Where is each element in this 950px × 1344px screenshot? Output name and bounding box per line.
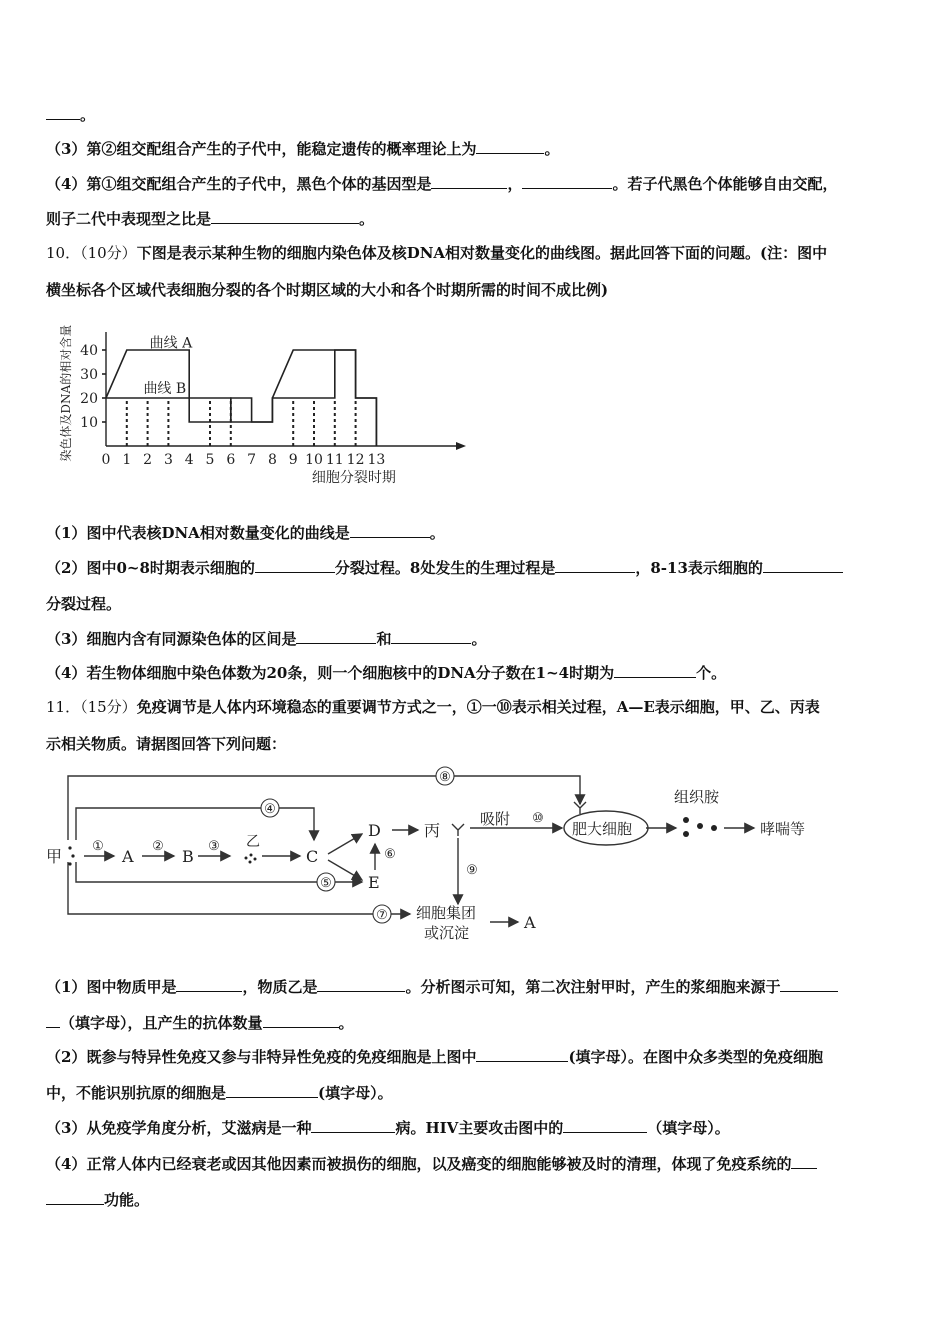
q11-part2-cont: 中，不能识别抗原的细胞是 (填字母）。 [46, 1084, 393, 1102]
answer-blank[interactable] [563, 1117, 647, 1133]
x-tick-label: 7 [247, 452, 257, 468]
label-8: ⑧ [439, 770, 451, 785]
x-tick-label: 5 [205, 452, 215, 468]
q10-stem: 10．（10分）下图是表示某种生物的细胞内染色体及核DNA相对数量变化的曲线图。据此回答下面的问题。(注：图中 [46, 244, 828, 262]
q10-part4: （4）若生物体细胞中染色体数为20条，则一个细胞核中的DNA分子数在1~4时期为 个。 [46, 664, 727, 682]
x-tick-label: 13 [367, 452, 386, 468]
label-1: ① [92, 839, 104, 854]
answer-blank[interactable] [311, 1117, 395, 1133]
q11-part4-cont: 功能。 [46, 1189, 908, 1210]
arrow-7 [68, 862, 410, 914]
node-yi: 乙 [246, 834, 260, 850]
answer-blank[interactable] [226, 1082, 318, 1098]
answer-blank[interactable] [211, 208, 359, 224]
x-tick-label: 9 [288, 452, 298, 468]
node-bing: 丙 [424, 821, 441, 840]
label-sediment: 或沉淀 [424, 924, 470, 942]
answer-blank[interactable] [476, 138, 544, 154]
dna-chromosome-chart [50, 318, 470, 494]
q11-part1: （1）图中物质甲是 ，物质乙是 。分析图示可知，第二次注射甲时，产生的浆细胞来源于 [46, 976, 908, 997]
answer-blank[interactable] [476, 1046, 568, 1062]
answer-blank[interactable] [350, 522, 430, 538]
answer-blank[interactable] [255, 557, 335, 573]
q10-part2-cont: 分裂过程。 [46, 595, 122, 613]
q11-stem: 11．（15分）免疫调节是人体内环境稳态的重要调节方式之一，①一⑩表示相关过程，A—E表示细胞，甲、乙、丙表 [46, 698, 820, 716]
answer-blank[interactable] [791, 1153, 817, 1169]
q11-part4: （4）正常人体内已经衰老或因其他因素而被损伤的细胞，以及癌变的细胞能够被及时的清理，体现了免疫系统的 [46, 1153, 908, 1174]
label-3: ③ [208, 839, 220, 854]
label-2: ② [152, 839, 164, 854]
x-tick-label: 1 [122, 452, 132, 468]
label-5: ⑤ [320, 876, 332, 891]
x-tick-label: 6 [226, 452, 236, 468]
antibody-icon [452, 824, 464, 836]
node-mast-cell: 肥大细胞 [572, 820, 633, 838]
q11-stem-cont: 示相关物质。请据图回答下列问题： [46, 735, 287, 753]
node-jia: 甲 [46, 847, 63, 866]
label-10: ⑩ [532, 811, 544, 826]
series-label-a: 曲线 A [149, 335, 193, 352]
series-label-b: 曲线 B [143, 381, 187, 398]
y-axis-label: 染色体及DNA的相对含量 [59, 324, 73, 462]
label-adsorb: 吸附 [480, 810, 511, 828]
x-tick-label: 0 [101, 452, 111, 468]
q11-part1-cont: （填字母），且产生的抗体数量 。 [46, 1012, 908, 1033]
answer-blank[interactable] [46, 1189, 104, 1205]
y-tick-label: 10 [80, 415, 98, 431]
node-e: E [368, 873, 380, 892]
arrow-c-d [328, 834, 362, 854]
node-a2: A [524, 913, 536, 932]
answer-blank[interactable] [614, 662, 696, 678]
answer-blank[interactable] [263, 1012, 339, 1028]
label-6: ⑥ [384, 847, 396, 862]
arrow-4 [76, 808, 314, 840]
x-axis-arrow [456, 442, 466, 450]
answer-blank[interactable] [780, 976, 838, 992]
label-histamine: 组织胺 [674, 788, 720, 806]
x-axis-label: 细胞分裂时期 [311, 470, 396, 486]
series-curve-b [106, 350, 376, 446]
answer-blank[interactable] [391, 628, 471, 644]
q10-part3: （3）细胞内含有同源染色体的区间是 和 。 [46, 630, 487, 648]
label-cluster: 细胞集团 [416, 904, 477, 922]
x-tick-label: 12 [346, 452, 365, 468]
q9-part3: （3）第②组交配组合产生的子代中，能稳定遗传的概率理论上为 。 [46, 140, 560, 158]
y-tick-label: 20 [80, 391, 98, 407]
label-asthma: 哮喘等 [760, 820, 806, 838]
x-tick-label: 10 [305, 452, 323, 468]
answer-blank[interactable] [522, 173, 612, 189]
q10-part2: （2）图中0~8时期表示细胞的 分裂过程。8处发生的生理过程是 ，8-13表示细胞的 [46, 557, 908, 578]
q11-part2: （2）既参与特异性免疫又参与非特异性免疫的免疫细胞是上图中 (填字母）。在图中众多类型的免疫细胞 [46, 1048, 824, 1066]
answer-blank[interactable] [46, 1012, 60, 1028]
node-d: D [368, 821, 381, 840]
answer-blank[interactable] [555, 557, 635, 573]
q10-part1: （1）图中代表核DNA相对数量变化的曲线是 。 [46, 524, 445, 542]
answer-blank[interactable] [431, 173, 507, 189]
q9-tail: 。 [46, 104, 908, 125]
answer-blank[interactable] [317, 976, 405, 992]
label-7: ⑦ [376, 908, 388, 923]
q10-stem-cont: 横坐标各个区域代表细胞分裂的各个时期区域的大小和各个时期所需的时间不成比例) [46, 281, 609, 299]
x-tick-label: 4 [184, 452, 194, 468]
node-a: A [122, 847, 134, 866]
answer-blank[interactable] [176, 976, 242, 992]
label-9: ⑨ [466, 863, 478, 878]
x-tick-label: 3 [163, 452, 173, 468]
q9-part4: （4）第①组交配组合产生的子代中，黑色个体的基因型是 ， 。若子代黑色个体能够自由交配， [46, 175, 838, 193]
immune-diagram [40, 762, 840, 954]
node-c: C [306, 847, 319, 866]
node-b: B [182, 847, 194, 866]
q9-part4-cont: 则子二代中表现型之比是 。 [46, 210, 375, 228]
x-tick-label: 11 [325, 452, 344, 468]
x-tick-label: 2 [143, 452, 153, 468]
y-tick-label: 40 [80, 343, 98, 359]
q11-part3: （3）从免疫学角度分析，艾滋病是一种 病。HIV主要攻击图中的 （填字母）。 [46, 1119, 730, 1137]
answer-blank[interactable] [763, 557, 843, 573]
answer-blank[interactable] [296, 628, 376, 644]
answer-blank[interactable] [46, 104, 80, 120]
x-tick-label: 8 [267, 452, 277, 468]
y-tick-label: 30 [80, 367, 98, 383]
label-4: ④ [264, 802, 276, 817]
